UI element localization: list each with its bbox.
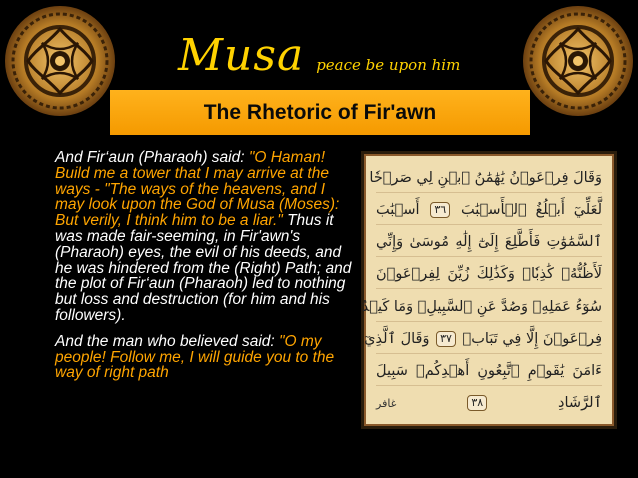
p1-intro: And Fir‘aun (Pharaoh) said: [55,149,249,166]
ayah-line-6-tail: وَقَالَ ٱلَّذِيٓ [364,330,430,347]
ayah-line-2 [376,196,602,225]
page-title: Musa [178,30,305,81]
p2-quote: "O my people! Follow me, I will guide you to the way of right path [55,332,335,382]
title-row [178,30,460,86]
p1-rest: Thus it was made fair-seeming, in Fir'awn's (Pharaoh) eyes, the evil of his deeds, and he was hindered from the (Right) Path; and the plot of Fir‘aun (Pharaoh) led to nothing but loss and destruction (for him and his followers). [55,212,352,324]
ayah-marker-37: ٣٧ [436,331,456,347]
ayah-line-1: وَقَالَ فِرۡعَوۡنُ يَٰهَٰمَٰنُ ٱبۡنِ لِي صَرۡحٗا [376,164,602,193]
section-banner [110,90,530,135]
ayah-marker-38: ٣٨ [467,395,487,411]
ayah-line-6 [364,325,602,354]
ayah-line-2-text: لَّعَلِّيٓ أَبۡلُغُ ٱلۡأَسۡبَٰبَ [461,202,602,219]
p1-quote: "O Haman! Build me a tower that I may arrive at the ways - "The ways of the heavens, and I may look upon the God of Musa (Moses): But verily, I think him to be a liar." [55,149,340,230]
ayah-line-8 [376,389,602,418]
page-subtitle: peace be upon him [316,56,461,74]
ayah-line-7: ءَامَنَ يَٰقَوۡمِ ٱتَّبِعُونِ أَهۡدِكُمۡ سَبِيلَ [376,357,602,386]
medallion-right-icon [520,3,636,119]
ayah-marker-36: ٣٦ [430,202,450,218]
translation-text [55,150,355,391]
ayah-line-3: ٱلسَّمَٰوَٰتِ فَأَطَّلِعَ إِلَىٰٓ إِلَٰهِ مُوسَىٰ وَإِنِّي [376,228,602,257]
ayah-line-5: سُوٓءُ عَمَلِهِۦ وَصُدَّ عَنِ ٱلسَّبِيلِۚ وَمَا كَيۡدُ [376,293,602,322]
sura-name: غافر [376,396,397,410]
ayah-line-6-text: فِرۡعَوۡنَ إِلَّا فِي تَبَابٖ [462,330,602,347]
medallion-left-icon [2,3,118,119]
ayah-line-2-tail: أَسۡبَٰبَ [376,202,420,219]
ayah-line-4: لَأَظُنُّهُۥ كَٰذِبٗاۚ وَكَذَٰلِكَ زُيِّنَ لِفِرۡعَوۡنَ [376,260,602,289]
quran-panel [361,151,617,429]
ayah-line-8-text: ٱلرَّشَادِ [558,394,602,411]
banner-label: The Rhetoric of Fir'awn [203,100,437,124]
paragraph-pharaoh [55,150,355,324]
paragraph-believer [55,334,355,381]
quran-panel-page [361,154,614,426]
p2-intro: And the man who believed said: [55,332,280,350]
